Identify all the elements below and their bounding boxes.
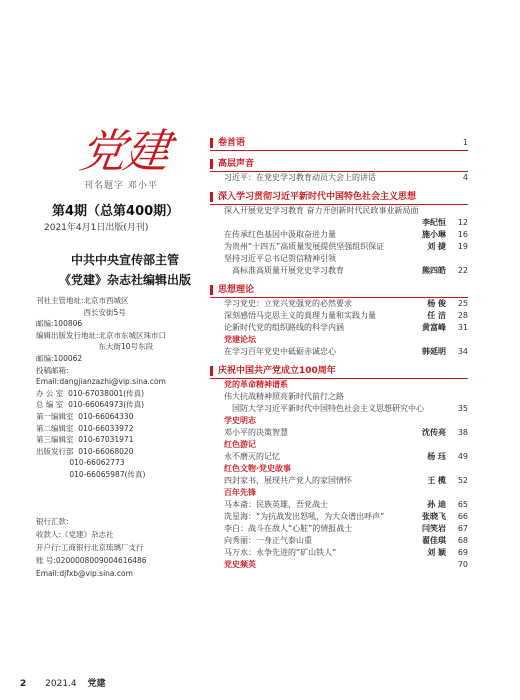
toc-entry[interactable]: 党史频英 70 [224, 560, 468, 569]
info-row: 第三编辑室 010-67031971 [36, 435, 134, 445]
bank-line: 开户行:工商银行北京琉璃厂支行 [36, 543, 144, 552]
toc-entry[interactable]: 四封家书，展现共产党人的家国情怀 王 榄 52 [224, 476, 468, 485]
info-row: 刊社主管地址: 北京市西城区 西长安街5号 [36, 296, 129, 317]
publish-date: 2021年4月1日出版(月刊) [44, 223, 149, 233]
toc-subsection[interactable]: 党的革命精神谱系 [224, 380, 288, 389]
toc-section-header[interactable]: 深入学习贯彻习近平新时代中国特色社会主义思想 [210, 190, 468, 205]
publisher-line: 《党建》杂志社编辑出版 [58, 273, 191, 287]
toc-entry[interactable]: 向秀丽：一身正气泰山重 翟佳琪 68 [224, 536, 468, 545]
info-row: 办 公 室 010-67038001(传真) [36, 388, 145, 398]
bank-email[interactable]: Email:djfxb@vip.sina.com [36, 569, 133, 578]
toc-section-header[interactable]: 卷首语 1 [210, 136, 468, 151]
section-marker [210, 366, 213, 376]
info-row: 第二编辑室 010-66033972 [36, 423, 134, 433]
toc-entry[interactable]: 李纪恒 12 [422, 218, 468, 227]
bank-info [36, 515, 206, 580]
page-footer [20, 676, 106, 689]
toc-subsection[interactable]: 党建论坛 [224, 335, 256, 344]
publisher-line: 中共中央宣传部主管 [70, 253, 179, 267]
publisher-block [50, 250, 200, 290]
bank-line: 银行汇款: [36, 517, 69, 526]
toc-entry[interactable]: 高标准高质量开展党史学习教育 熊四皓 22 [232, 266, 468, 275]
section-marker [210, 138, 213, 148]
info-row: 邮编: 100062 [36, 353, 83, 363]
toc-section-header[interactable]: 思想理论 [210, 283, 468, 298]
toc-entry[interactable]: 国防大学习近平新时代中国特色社会主义思想研究中心 35 [232, 404, 468, 413]
toc-entry[interactable]: 冼星海：“为抗战发出怒吼，为大众谱出呼声” 张晓飞 66 [224, 512, 468, 521]
toc-subsection[interactable]: 红色文物·党史故事 [224, 464, 292, 473]
toc-entry[interactable]: 马万水：永争先进的“矿山铁人” 刘 颖 69 [224, 548, 468, 557]
info-row: 投稿邮箱: [36, 365, 69, 375]
toc-entry[interactable]: 论新时代党的组织路线的科学内涵 黄富峰 31 [224, 323, 468, 332]
toc-subsection[interactable]: 红色游记 [224, 440, 256, 449]
logo-caption: 刊名题字 邓小平 [84, 181, 158, 191]
toc-entry[interactable]: 为贵州“十四五”高质量发展提供坚强组织保证 刘 捷 19 [224, 242, 468, 251]
toc-entry[interactable]: 深入开展党史学习教育 奋力开创新时代民政事业新局面 [224, 206, 419, 215]
section-marker [210, 192, 213, 202]
issue-number: 第4期（总第400期） [52, 204, 180, 219]
info-row: 010-66062773 [36, 458, 125, 468]
footer-issue: 2021.4 [45, 679, 77, 689]
toc-entry[interactable]: 坚持习近平总书记贺信精神引领 [224, 254, 336, 263]
toc-subsection[interactable]: 学史明志 [224, 416, 256, 425]
footer-brand: 党建 [87, 679, 106, 689]
info-row: 出版发行部 010-66068020 [36, 446, 134, 456]
info-row: 邮编: 100806 [36, 319, 83, 329]
toc-entry[interactable]: 马本斋：民族英雄，吾党战士 孙 迪 65 [224, 500, 468, 509]
toc-subsection[interactable]: 百年先锋 [224, 488, 256, 497]
toc-entry[interactable]: 永不磨灭的记忆 杨 珏 49 [224, 452, 468, 461]
info-row: 总 编 室 010-66064973(传真) [36, 400, 145, 410]
toc-entry[interactable]: 在传承红色基因中汲取奋进力量 施小琳 16 [224, 230, 468, 239]
info-row: 第一编辑室 010-66064330 [36, 411, 134, 421]
toc-section-header[interactable]: 高层声音 [210, 157, 468, 172]
magazine-logo: 党建 [76, 124, 172, 178]
toc-entry[interactable]: 在学习百年党史中砥砺赤诚忠心 韩延明 34 [224, 347, 468, 356]
toc-entry[interactable]: 伟大抗战精神照亮新时代前行之路 [224, 392, 344, 401]
toc-entry[interactable]: 深刻感悟马克思主义的真理力量和实践力量 任 洁 28 [224, 311, 468, 320]
toc-entry[interactable]: 习近平：在党史学习教育动员大会上的讲话 4 [224, 173, 468, 182]
contact-info [36, 295, 196, 481]
section-marker [210, 159, 213, 169]
info-row: 编辑出版发行地址: 北京市东城区珠市口 东大街10号东段 [36, 330, 167, 352]
section-marker [210, 285, 213, 295]
info-row: 010-66065987(传真) [36, 469, 146, 479]
info-row[interactable]: Email: dangjianzazhi@vip.sina.com [36, 377, 166, 387]
bank-line: 收款人:《党建》杂志社 [36, 530, 114, 539]
toc-section-header[interactable]: 庆祝中国共产党成立100周年 [210, 364, 468, 379]
table-of-contents [210, 130, 468, 571]
toc-entry[interactable]: 学习党史：立党兴党强党的必然要求 杨 俊 25 [224, 299, 468, 308]
page-number: 2 [20, 679, 27, 689]
toc-entry[interactable]: 邓小平的决策智慧 沈传亮 38 [224, 428, 468, 437]
toc-entry[interactable]: 李白：战斗在敌人“心脏”的情报战士 闫笑岩 67 [224, 524, 468, 533]
bank-line: 账 号:0200008009004616486 [36, 556, 147, 565]
